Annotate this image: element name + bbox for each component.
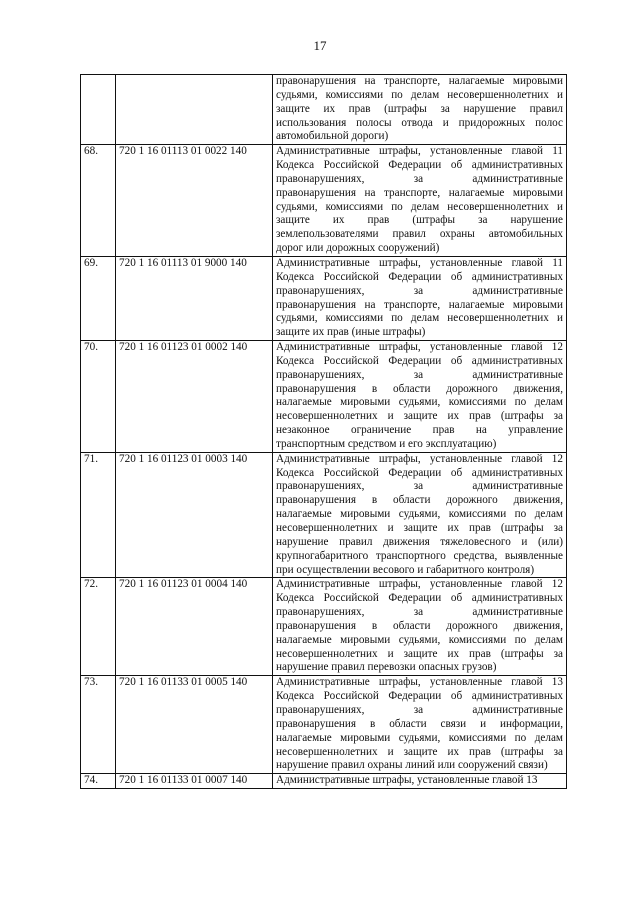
description-line: правонарушениях, за административные [276,368,563,381]
description-line: защите их прав (штрафы за нарушение правил [276,102,563,115]
description-line: правонарушения в области дорожного движения, [276,619,563,632]
description-line: правонарушения на транспорте, налагаемые мировыми [276,298,563,311]
row-number: 73. [81,676,116,774]
description-line: правонарушениях, за административные [276,606,563,619]
description-line: налагаемые мировыми судьями, комиссиями по делам [276,633,563,646]
revenue-description [273,256,567,340]
description-line: защите их прав (иные штрафы) [276,326,426,339]
description-line: правонарушения в области дорожного движения, [276,494,563,507]
description-line: несовершеннолетних и защите их прав (штрафы за [276,522,563,534]
description-line: правонарушениях, за административные [276,172,563,185]
description-line: транспортным средством и его эксплуатацию) [276,437,497,450]
description-line: налагаемые мировыми судьями, комиссиями по делам [276,396,563,409]
description-line: налагаемые мировыми судьями, комиссиями по делам [276,508,563,521]
description-line: Административные штрафы, установленные главой 12 [276,452,563,465]
description-line: Кодекса Российской Федерации об административных [276,159,563,172]
revenue-description [273,774,567,789]
budget-classification-code [116,75,273,145]
description-line: нарушение правил охраны линий или сооружений связи) [276,759,548,772]
row-number: 72. [81,578,116,676]
description-line: судьями, комиссиями по делам несовершеннолетних и [276,88,563,101]
table-row [81,341,567,453]
table-row [81,676,567,774]
description-line: нарушение правил движения тяжеловесного и (или) [276,535,563,548]
revenue-description [273,341,567,453]
description-line: Кодекса Российской Федерации об административных [276,270,563,283]
description-line: правонарушениях, за административные [276,284,563,297]
description-line: Кодекса Российской Федерации об административных [276,466,563,479]
revenue-description [273,452,567,578]
table-row [81,774,567,789]
table-row [81,75,567,145]
row-number: 68. [81,145,116,257]
description-line: несовершеннолетних и защите их прав (штрафы за [276,745,563,758]
description-line: Административные штрафы, установленные главой 12 [276,341,563,354]
description-line: Кодекса Российской Федерации об административных [276,592,563,605]
description-line: дорог или дорожных сооружений) [276,242,440,255]
budget-classification-code: 720 1 16 01113 01 0022 140 [116,145,273,257]
budget-codes-table [80,74,567,789]
budget-classification-code: 720 1 16 01123 01 0002 140 [116,341,273,453]
description-line: судьями, комиссиями по делам несовершеннолетних и [276,312,563,325]
description-line: правонарушения в области дорожного движения, [276,382,563,395]
table-body [81,75,567,789]
description-line: землепользователями правил охраны автомобильных [276,228,563,241]
budget-classification-code: 720 1 16 01133 01 0007 140 [116,774,273,789]
budget-classification-code: 720 1 16 01123 01 0004 140 [116,578,273,676]
description-line: Административные штрафы, установленные главой 11 [276,145,563,158]
row-number: 70. [81,341,116,453]
description-line: правонарушения на транспорте, налагаемые мировыми [276,186,563,199]
description-line: Административные штрафы, установленные главой 13 [276,676,563,689]
revenue-description [273,578,567,676]
description-line: налагаемые мировыми судьями, комиссиями по делам [276,731,563,744]
description-line: нарушение правил перевозки опасных грузов) [276,661,497,674]
budget-classification-code: 720 1 16 01133 01 0005 140 [116,676,273,774]
description-line: правонарушения в области связи и информации, [276,717,563,730]
description-line: несовершеннолетних и защите их прав (штрафы за [276,647,563,660]
row-number: 69. [81,256,116,340]
description-line: незаконное ограничение прав на управление [276,424,563,437]
description-line: несовершеннолетних и защите их прав (штрафы за [276,410,563,423]
row-number [81,75,116,145]
revenue-description [273,145,567,257]
description-line: правонарушениях, за административные [276,480,563,493]
description-line: правонарушения на транспорте, налагаемые мировыми [276,75,563,87]
budget-classification-code: 720 1 16 01123 01 0003 140 [116,452,273,578]
description-line: автомобильной дороги) [276,130,389,143]
table-row [81,145,567,257]
table-row [81,452,567,578]
description-line: Кодекса Российской Федерации об административных [276,690,563,703]
budget-classification-code: 720 1 16 01113 01 9000 140 [116,256,273,340]
description-line: правонарушениях, за административные [276,703,563,716]
row-number: 71. [81,452,116,578]
description-line: крупногабаритного транспортного средства, выявленные [276,549,563,562]
description-line: Административные штрафы, установленные главой 13 [276,774,538,787]
table-row [81,256,567,340]
description-line: Административные штрафы, установленные главой 11 [276,256,563,269]
revenue-description [273,676,567,774]
description-line: Административные штрафы, установленные главой 12 [276,578,563,591]
revenue-description [273,75,567,145]
description-line: защите их прав (штрафы за нарушение [276,214,563,227]
description-line: при осуществлении весового и габаритного контроля) [276,563,535,576]
page-number: 17 [313,38,327,53]
description-line: судьями, комиссиями по делам несовершеннолетних и [276,200,563,213]
description-line: Кодекса Российской Федерации об административных [276,354,563,367]
description-line: использования полосы отвода и придорожных полос [276,116,563,129]
row-number: 74. [81,774,116,789]
table-row [81,578,567,676]
